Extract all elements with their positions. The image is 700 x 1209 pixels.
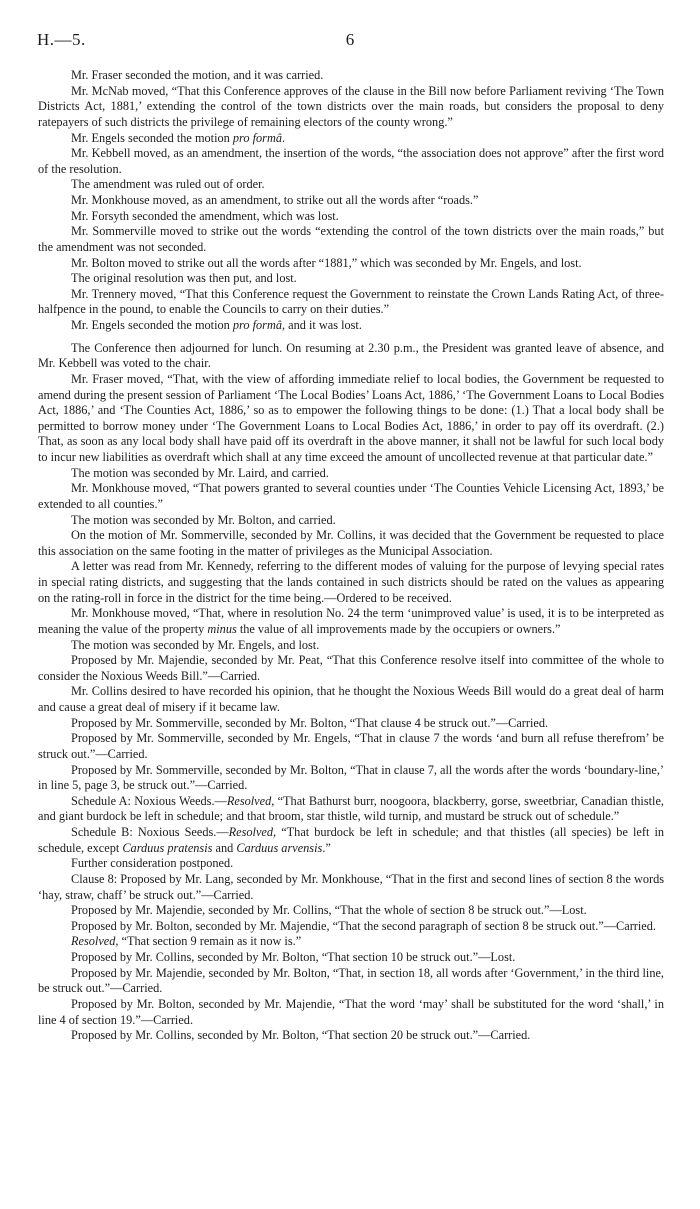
minutes-paragraph (38, 318, 664, 334)
text-run: “That section 9 remain as it now is.” (118, 934, 302, 949)
text-run: On the motion of Mr. Sommerville, seconded by Mr. Collins, it was decided that the Government be requested to place this association on the same footing in the matter of privileges as the Municipal Association. (38, 528, 664, 558)
italic-text: pro formâ (232, 318, 282, 332)
text-run: . (281, 130, 286, 145)
page-header (37, 30, 663, 52)
text-run: The Conference then adjourned for lunch. On resuming at 2.30 p.m., the President was granted leave of absence, and Mr. Kebbell was voted to the chair. (38, 340, 664, 371)
minutes-paragraph (38, 341, 664, 372)
italic-text: Resolved, (226, 793, 275, 808)
minutes-paragraph (38, 193, 664, 209)
text-run: The amendment was ruled out of order. (71, 177, 265, 192)
minutes-paragraph (38, 653, 664, 684)
minutes-paragraph (38, 84, 664, 131)
italic-text: pro formâ (232, 130, 282, 145)
italic-text: Resolved, (71, 934, 119, 949)
italic-text: Resolved, (228, 825, 277, 839)
minutes-paragraph (38, 794, 664, 825)
text-run: A letter was read from Mr. Kennedy, referring to the different modes of valuing for the purpose of levying special rates in special rating districts, and suggesting that the lands contained in such districts should be rated on the values as appearing on the rating-roll in force in the district for the time being.—Ordered to be received. (38, 559, 664, 605)
text-run: Mr. Fraser moved, “That, with the view of affording immediate relief to local bodies, the Government be requested to amend during the present session of Parliament ‘The Local Bodies’ Loans Act, 1886,’ ‘The Government Loans to Local Bodies Act, 1886,’ and ‘The Counties Act, 1886,’ so as to empower the following things to be done: (1.) That a local body shall be permitted to borrow money under ‘The Government Loans to Local Bodies Act, 1886,’ in order to pay off its overdraft. (2.) That, as soon as any local body shall have paid off its overdraft in the above manner, it shall not be lawful for such local body to incur new liabilities as overdraft which shall at any time exceed the amount of uncollected revenue at that particular date.” (38, 371, 664, 464)
text-run: Proposed by Mr. Sommerville, seconded by Mr. Engels, “That in clause 7 the words ‘and burn all refuse therefrom’ be struck out.”—Carried. (38, 731, 664, 761)
text-run: Clause 8: Proposed by Mr. Lang, seconded by Mr. Monkhouse, “That in the first and second lines of section 8 the words ‘hay, straw, chaff’ be struck out.”—Carried. (38, 871, 664, 902)
minutes-paragraph (38, 372, 664, 466)
minutes-paragraph (38, 271, 664, 287)
italic-text: Carduus pratensis (122, 840, 213, 855)
document-id: H.—5. (37, 30, 86, 49)
text-run: Mr. Bolton moved to strike out all the words after “1881,” which was seconded by Mr. Engels, and lost. (71, 255, 582, 270)
minutes-paragraph (38, 638, 664, 654)
minutes-paragraph (38, 825, 664, 856)
minutes-paragraph (38, 731, 664, 762)
minutes-paragraph (38, 684, 664, 715)
text-run: the value of all improvements made by the occupiers or owners.” (236, 621, 561, 636)
text-run: “That Bathurst burr, noogoora, blackberry, gorse, sweetbriar, Canadian thistle, and giant burdock be left in schedule; and that broom, star thistle, wild turnip, and mustard be struck out of schedule.” (38, 793, 665, 824)
text-run: Schedule A: Noxious Weeds.— (71, 793, 227, 808)
text-run: Proposed by Mr. Collins, seconded by Mr. Bolton, “That section 20 be struck out.”—Carried. (71, 1028, 531, 1043)
minutes-body (38, 68, 664, 1044)
minutes-paragraph (38, 872, 664, 903)
text-run: Mr. Engels seconded the motion (71, 318, 233, 332)
text-run: Proposed by Mr. Bolton, seconded by Mr. Majendie, “That the second paragraph of section 8 be struck out.”—Carried. (71, 918, 656, 933)
text-run: Schedule B: Noxious Seeds.— (71, 825, 229, 839)
text-run: Proposed by Mr. Majendie, seconded by Mr. Collins, “That the whole of section 8 be struck out.”—Lost. (71, 903, 587, 918)
minutes-paragraph (38, 466, 664, 482)
minutes-paragraph (38, 934, 664, 950)
text-run: Proposed by Mr. Sommerville, seconded by Mr. Bolton, “That in clause 7, all the words after the words ‘boundary-line,’ in line 5, page 3, be struck out.”—Carried. (38, 762, 664, 793)
text-run: Mr. Kebbell moved, as an amendment, the insertion of the words, “the association does not approve” after the first word of the resolution. (38, 146, 664, 176)
minutes-paragraph (38, 131, 664, 147)
minutes-paragraph (38, 763, 664, 794)
text-run: Mr. McNab moved, “That this Conference approves of the clause in the Bill now before Parliament reviving ‘The Town Districts Act, 1881,’ extending the control of the town districts over the main roads, but considers the proposal to deny ratepayers of such districts the privilege of remaining electors of the county wrong.” (38, 83, 664, 129)
text-run: Mr. Monkhouse moved, as an amendment, to strike out all the words after “roads.” (71, 193, 479, 207)
minutes-paragraph (38, 919, 664, 935)
minutes-paragraph (38, 606, 664, 637)
minutes-paragraph (38, 997, 664, 1028)
text-run: Proposed by Mr. Majendie, seconded by Mr. Peat, “That this Conference resolve itself into committee of the whole to consider the Noxious Weeds Bill.”—Carried. (38, 653, 664, 683)
text-run: The motion was seconded by Mr. Bolton, and carried. (71, 512, 336, 527)
minutes-paragraph (38, 856, 664, 872)
text-run: Mr. Collins desired to have recorded his opinion, that he thought the Noxious Weeds Bill would do a great deal of harm and cause a great deal of misery if it became law. (38, 684, 664, 714)
minutes-paragraph (38, 146, 664, 177)
minutes-paragraph (38, 1028, 664, 1044)
text-run: Further consideration postponed. (71, 856, 234, 871)
text-run: Mr. Engels seconded the motion (71, 130, 233, 145)
text-run: The original resolution was then put, and lost. (71, 271, 297, 286)
italic-text: minus (207, 621, 237, 636)
text-run: Mr. Fraser seconded the motion, and it was carried. (71, 68, 324, 82)
minutes-paragraph (38, 481, 664, 512)
text-run: Mr. Forsyth seconded the amendment, which was lost. (71, 208, 339, 223)
text-run: Mr. Monkhouse moved, “That powers granted to several counties under ‘The Counties Vehicle Licensing Act, 1893,’ be extended to all counties.” (38, 481, 664, 511)
text-run: Proposed by Mr. Sommerville, seconded by Mr. Bolton, “That clause 4 be struck out.”—Carried. (71, 715, 549, 730)
minutes-paragraph (38, 68, 664, 84)
minutes-paragraph (38, 966, 664, 997)
minutes-paragraph (38, 177, 664, 193)
italic-text: Carduus arvensis (236, 840, 323, 855)
minutes-paragraph (38, 716, 664, 732)
minutes-paragraph (38, 903, 664, 919)
text-run: The motion was seconded by Mr. Engels, and lost. (71, 637, 320, 652)
minutes-paragraph (38, 513, 664, 529)
minutes-paragraph (38, 209, 664, 225)
page-number: 6 (345, 30, 355, 49)
text-run: , and it was lost. (281, 318, 362, 332)
text-run: Mr. Sommerville moved to strike out the words “extending the control of the town districts over the main roads,” but the amendment was not seconded. (38, 224, 664, 254)
minutes-paragraph (38, 528, 664, 559)
minutes-paragraph (38, 950, 664, 966)
minutes-paragraph (38, 559, 664, 606)
text-run: and (212, 840, 237, 855)
text-run: “That burdock be left in schedule; and that thistles (all species) be left in schedule, except (38, 825, 665, 855)
text-run: Proposed by Mr. Bolton, seconded by Mr. Majendie, “That the word ‘may’ shall be substituted for the word ‘shall,’ in line 4 of section 19.”—Carried. (38, 996, 664, 1027)
minutes-paragraph (38, 224, 664, 255)
text-run: Proposed by Mr. Majendie, seconded by Mr. Bolton, “That, in section 18, all words after ‘Government,’ in the third line, be struck out.”—Carried. (38, 965, 664, 996)
minutes-paragraph (38, 287, 664, 318)
text-run: Proposed by Mr. Collins, seconded by Mr. Bolton, “That section 10 be struck out.”—Lost. (71, 950, 516, 964)
text-run: Mr. Trennery moved, “That this Conference request the Government to reinstate the Crown Lands Rating Act, of three-halfpence in the pound, to enable the Councils to carry on their duties.” (38, 286, 664, 317)
text-run: .” (322, 840, 331, 855)
minutes-paragraph (38, 256, 664, 272)
text-run: Mr. Monkhouse moved, “That, where in resolution No. 24 the term ‘unimproved value’ is used, it is to be interpreted as meaning the value of the property (38, 606, 664, 636)
text-run: The motion was seconded by Mr. Laird, and carried. (71, 465, 329, 480)
